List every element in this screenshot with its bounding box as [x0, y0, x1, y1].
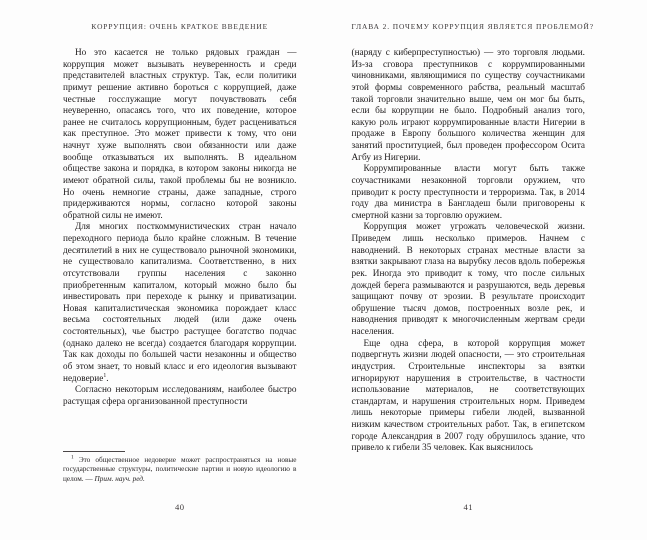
paragraph: Коррумпированные власти могут быть также соучастниками незаконной торговли оружием, что приводит к росту преступности и терроризма. Так, в 2014 году два министра в Бангладеш были приговорены к смертной казни за торговлю оружием.	[351, 164, 585, 221]
right-page-text-column	[352, 48, 586, 455]
paragraph-text: Для многих посткоммунистических стран начало переходного периода было крайне сложным. В течение десятилетий в них не существовало рыночной экономики, не существовало капитализма. Соответственно, в них отсутствовали группы населения с законно приобретенным капиталом, который можно было бы инвестировать при переходе к рынку и приватизации. Новая капиталистическая экономика порождает класс весьма состоятельных людей (или даже очень состоятельных), чье быстро растущее богатство подчас (однако далеко не всегда) создается благодаря коррупции. Так как доходы по большей части незаконны и общество об этом знает, то новый класс и его идеология вызывают недоверие	[63, 222, 297, 384]
footnote-divider	[63, 451, 125, 452]
paragraph: Для многих посткоммунистических стран начало переходного периода было крайне сложным. В течение десятилетий в них не существовало рыночной экономики, не существовало капитализма. Соответственно, в них отсутствовали группы населения с законно приобретенным капиталом, который можно было бы инвестировать при переходе к рынку и приватизации. Новая капиталистическая экономика порождает класс весьма состоятельных людей (или даже очень состоятельных), чье быстро растущее богатство подчас (однако далеко не всегда) создается благодаря коррупции. Так как доходы по большей части незаконны и общество об этом знает, то новый класс и его идеология вызывают недоверие$^1$.	[63, 222, 297, 384]
right-page-folio: 41	[463, 502, 473, 512]
right-page-running-head: ГЛАВА 2. ПОЧЕМУ КОРРУПЦИЯ ЯВЛЯЕТСЯ ПРОБЛЕМОЙ?	[351, 22, 594, 31]
left-page-running-head: КОРРУПЦИЯ: ОЧЕНЬ КРАТКОЕ ВВЕДЕНИЕ	[91, 22, 269, 31]
right-page	[324, 0, 647, 540]
footnote-marker: 1	[71, 454, 74, 461]
paragraph: Но это касается не только рядовых граждан — коррупция может вызывать неуверенность и среди представителей властных структур. Так, если политики примут решение активно бороться с коррупцией, даже честные госслужащие могут почувствовать себя неуверенно, опасаясь того, что их поведение, которое ранее не считалось коррупционным, будет расцениваться как преступное. Это может привести к тому, что они начнут хуже выполнять свои обязанности или даже вообще отказываться их выполнять. В идеальном обществе закона и порядка, в котором законы никогда не имеют обратной силы, такой проблемы бы не возникло. Но очень немногие страны, даже западные, строго придерживаются нормы, согласно которой законы обратной силы не имеют.	[63, 48, 297, 221]
footnote-reference: 1	[103, 372, 107, 379]
footnote	[63, 456, 297, 484]
footnote-block	[63, 451, 297, 484]
left-page-text-column	[63, 48, 297, 408]
paragraph: (наряду с киберпреступностью) — это торговля людьми. Из-за сговора преступников с коррумпированными чиновниками, являющимися по существу соучастниками этой формы современного рабства, реальный масштаб такой торговли значительно выше, чем он мог бы быть, если бы коррупции не было. Подробный анализ того, какую роль играют коррумпированные власти Нигерии в продаже в Европу большого количества женщин для занятий проституцией, был проведен профессором Осита Агбу из Нигерии.	[351, 48, 585, 163]
left-page-folio: 40	[175, 502, 185, 512]
footnote-text: Это общественное недоверие может распространяться на новые государственные структуры, политические партии и новую идеологию в целом. —	[63, 456, 297, 483]
footnote-editor-note: Прим. науч. ред.	[94, 474, 145, 483]
paragraph: Согласно некоторым исследованиям, наиболее быстро растущая сфера организованной преступности	[63, 385, 297, 407]
paragraph: Коррупция может угрожать человеческой жизни. Приведем лишь несколько примеров. Начнем с наводнений. В некоторых странах местные власти за взятки закрывают глаза на вырубку лесов вдоль побережья рек. Иногда это приводит к тому, что после сильных дождей берега размываются и разрушаются, ведь деревья защищают почву от эрозии. В результате происходит обрушение тысяч домов, построенных возле рек, и наводнения приводят к многочисленным жертвам среди населения.	[351, 222, 585, 337]
paragraph: Еще одна сфера, в которой коррупция может подвергнуть жизни людей опасности, — это строительная индустрия. Строительные инспекторы за взятки игнорируют нарушения в строительстве, в частности использование материалов, не соответствующих стандартам, и нарушения строительных норм. Приведем лишь некоторые примеры гибели людей, вызванной низким качеством строительных работ. Так, в египетском городе Александрия в 2007 году обрушилось здание, что привело к гибели 35 человек. Как выяснилось	[351, 338, 585, 454]
